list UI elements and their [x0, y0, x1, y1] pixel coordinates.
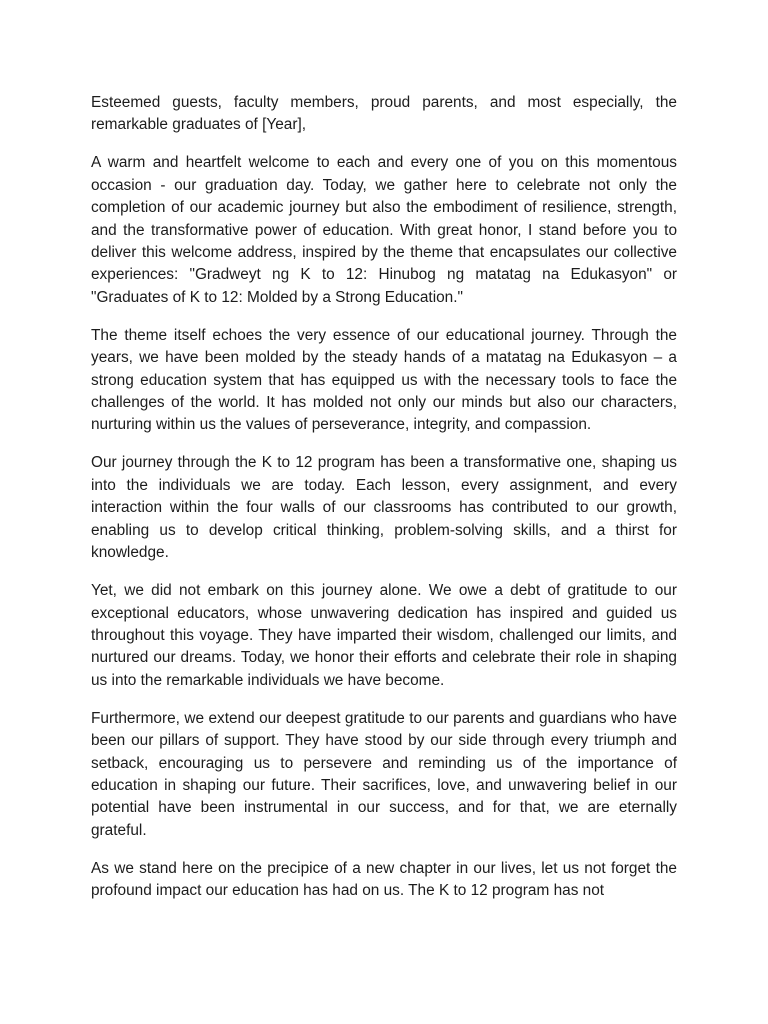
document-body: [91, 92, 677, 918]
paragraph-new-chapter: As we stand here on the precipice of a new chapter in our lives, let us not forget the profound impact our education has had on us. The K to 12 program has not: [91, 859, 677, 900]
paragraph-educators: Yet, we did not embark on this journey alone. We owe a debt of gratitude to our exceptional educators, whose unwavering dedication has inspired and guided us throughout this voyage. They have imparted their wisdom, challenged our limits, and nurtured our dreams. Today, we honor their efforts and celebrate their role in shaping us into the remarkable individuals we have become.: [91, 582, 677, 689]
paragraph-parents: Furthermore, we extend our deepest gratitude to our parents and guardians who have been our pillars of support. They have stood by our side through every triumph and setback, encouraging us to persevere and reminding us of the importance of education in shaping our future. Their sacrifices, love, and unwavering belief in our potential have been instrumental in our success, and for that, we are eternally grateful.: [91, 709, 677, 839]
paragraph-journey: Our journey through the K to 12 program has been a transformative one, shaping us into the individuals we are today. Each lesson, every assignment, and every interaction within the four walls of our classrooms has contributed to our growth, enabling us to develop critical thinking, problem-solving skills, and a thirst for knowledge.: [91, 454, 677, 562]
paragraph-welcome: A warm and heartfelt welcome to each and every one of you on this momentous occasion - our graduation day. Today, we gather here to celebrate not only the completion of our academic journey but also the embodiment of resilience, strength, and the transformative power of education. With great honor, I stand before you to deliver this welcome address, inspired by the theme that encapsulates our collective experiences: "Gradweyt ng K to 12: Hinubog ng matatag na Edukasyon" or "Graduates of K to 12: Molded by a Strong Education.": [91, 154, 677, 306]
paragraph-theme: The theme itself echoes the very essence of our educational journey. Through the years, we have been molded by the steady hands of a matatag na Edukasyon – a strong education system that has equipped us with the necessary tools to face the challenges of the world. It has molded not only our minds but also our characters, nurturing within us the values of perseverance, integrity, and compassion.: [91, 326, 677, 434]
paragraph-salutation: Esteemed guests, faculty members, proud parents, and most especially, the remarkable graduates of [Year],: [91, 94, 677, 134]
